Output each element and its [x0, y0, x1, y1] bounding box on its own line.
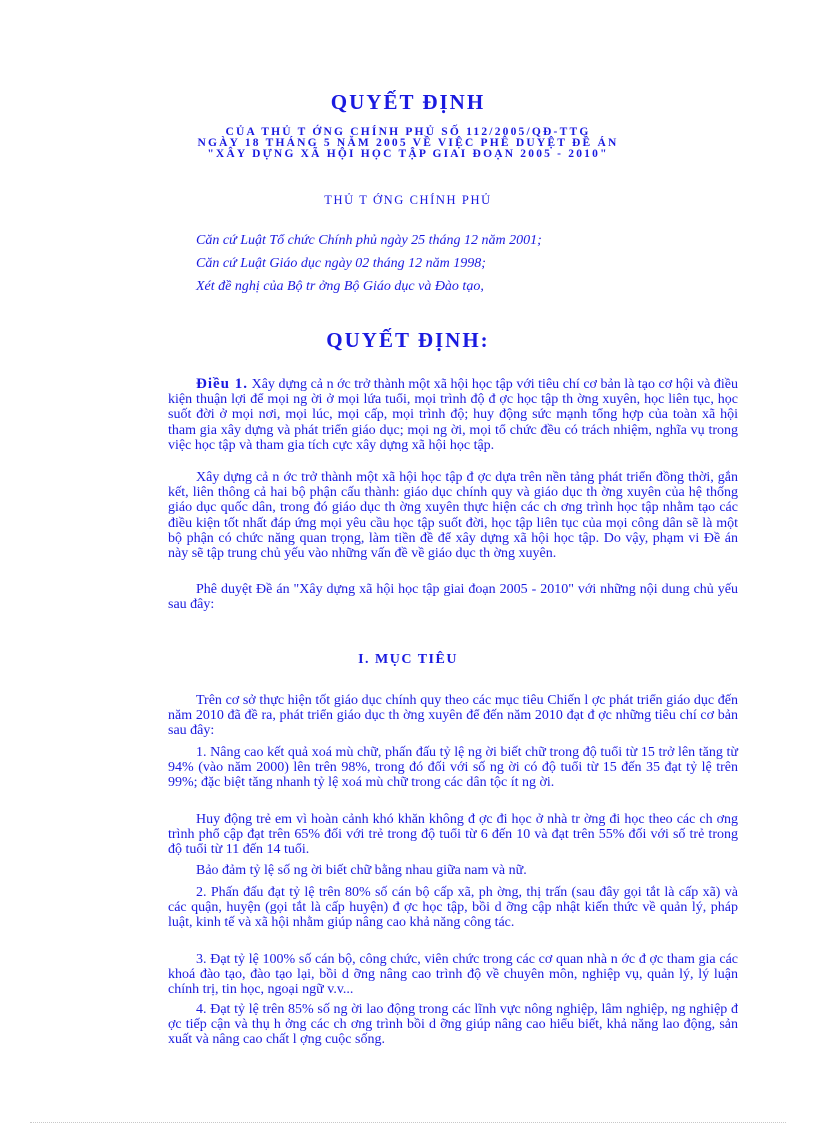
target-1: [168, 745, 738, 791]
legal-basis-2: Căn cứ Luật Giáo dục ngày 02 tháng 12 năm 1998;: [196, 256, 486, 271]
target-1-gender-text: Bảo đảm tỷ lệ số ng ời biết chữ bằng nhau giữa nam và nữ.: [196, 863, 527, 878]
paragraph-approval-text: Phê duyệt Đề án "Xây dựng xã hội học tập giai đoạn 2005 - 2010" với những nội dung chủ yếu sau đây:: [168, 582, 738, 613]
paragraph-foundation: [168, 470, 738, 561]
issuing-office: THỦ T ỚNG CHÍNH PHỦ: [324, 193, 492, 207]
article-1-label: Điều 1.: [196, 376, 249, 392]
paragraph-foundation-text: Xây dựng cả n ớc trở thành một xã hội học tập đ ợc dựa trên nền tảng phát triển đồng thời, gắn kết, liên thông cả hai bộ phận cấu thành: giáo dục chính quy và giáo dục th ờng xuyên của hệ thống giáo dục quốc dân, trong đó giáo dục th ờng xuyên thực hiện các ch ơng trình học tập nhằm tạo các điều kiện tốt nhất đáp ứng mọi yêu cầu học tập suốt đời, học tập liên tục của mọi công dân sẽ là một bộ phận có chức năng quan trọng, làm tiền đề để xây dựng xã hội học tập. Do vậy, phạm vi Đề án này sẽ tập trung chủ yếu vào những vấn đề về giáo dục th ờng xuyên.: [168, 470, 738, 562]
target-2-text: 2. Phấn đấu đạt tỷ lệ trên 80% số cán bộ cấp xã, ph ờng, thị trấn (sau đây gọi tắt là cấp xã) và các quận, huyện (gọi tắt là cấp huyện) đ ợc học tập, bồi d ỡng cập nhật kiến thức về quản lý, pháp luật, kinh tế và xã hội nhằm giúp nâng cao khả năng công tác.: [168, 885, 738, 931]
article-1-text: Xây dựng cả n ớc trở thành một xã hội học tập với tiêu chí cơ bản là tạo cơ hội và điều kiện thuận lợi để mọi ng ời ở mọi lứa tuổi, mọi trình độ đ ợc học tập th ờng xuyên, học liên tục, học suốt đời ở mọi nơi, mọi lúc, mọi cấp, mọi trình độ; huy động sức mạnh tổng hợp của toàn xã hội tham gia xây dựng và phát triển giáo dục; mọi ng ời, mọi tổ chức đều có trách nhiệm, nghĩa vụ trong việc học tập và tham gia tích cực xây dựng xã hội học tập.: [168, 377, 739, 453]
section-intro-text: Trên cơ sở thực hiện tốt giáo dục chính quy theo các mục tiêu Chiến l ợc phát triển giáo dục đến năm 2010 đã đề ra, phát triển giáo dục th ờng xuyên để đến năm 2010 đạt đ ợc những tiêu chí cơ bản sau đây:: [168, 693, 738, 739]
target-4-text: 4. Đạt tỷ lệ trên 85% số ng ời lao động trong các lĩnh vực nông nghiệp, lâm nghiệp, ng nghiệp đ ợc tiếp cận và thụ h ởng các ch ơng trình bồi d ỡng giúp nâng cao hiểu biết, khả năng lao động, sản xuất và nâng cao chất l ợng cuộc sống.: [168, 1002, 738, 1048]
article-1: [168, 377, 738, 453]
section-intro: [168, 693, 738, 739]
target-1-mobilize: [168, 812, 738, 858]
target-1-gender: [168, 863, 738, 878]
subtitle-line-2: NGÀY 18 THÁNG 5 NĂM 2005 VỀ VIỆC PHÊ DUYỆT ĐỀ ÁN: [197, 137, 619, 149]
target-3: [168, 952, 738, 998]
document-title: QUYẾT ĐỊNH: [330, 90, 486, 114]
decision-heading: QUYẾT ĐỊNH:: [326, 328, 490, 352]
legal-basis-3: Xét đề nghị của Bộ tr ởng Bộ Giáo dục và Đào tạo,: [196, 279, 484, 294]
subtitle-line-3: "XÂY DỰNG XÃ HỘI HỌC TẬP GIAI ĐOẠN 2005 - 2010": [207, 148, 609, 160]
target-4: [168, 1002, 738, 1048]
target-1-mobilize-text: Huy động trẻ em vì hoàn cảnh khó khăn không đ ợc đi học ở nhà tr ờng đi học theo các ch ơng trình phổ cập đạt trên 65% đối với trẻ trong độ tuổi từ 6 đến 10 và đạt trên 55% đối với số trẻ trong độ tuổi từ 11 đến 14 tuổi.: [168, 812, 738, 858]
target-2: [168, 885, 738, 931]
target-3-text: 3. Đạt tỷ lệ 100% số cán bộ, công chức, viên chức trong các cơ quan nhà n ớc đ ợc tham gia các khoá đào tạo, đào tạo lại, bồi d ỡng nâng cao trình độ về chuyên môn, nghiệp vụ, quản lý, lý luận chính trị, tin học, ngoại ngữ v.v...: [168, 952, 738, 998]
paragraph-approval: [168, 582, 738, 612]
legal-basis-1: Căn cứ Luật Tổ chức Chính phủ ngày 25 tháng 12 năm 2001;: [196, 233, 542, 248]
section-heading: I. MỤC TIÊU: [358, 652, 458, 667]
target-1-text: 1. Nâng cao kết quả xoá mù chữ, phấn đấu tỷ lệ ng ời biết chữ trong độ tuổi từ 15 trở lên tăng từ 94% (vào năm 2000) lên trên 98%, trong đó đối với số ng ời có độ tuổi từ 15 đến 35 đạt tỷ lệ trên 99%; đặc biệt tăng nhanh tỷ lệ xoá mù chữ trong các dân tộc ít ng ời.: [168, 745, 738, 791]
subtitle-line-1: CỦA THỦ T ỚNG CHÍNH PHỦ SỐ 112/2005/QĐ-TTG: [225, 126, 591, 138]
